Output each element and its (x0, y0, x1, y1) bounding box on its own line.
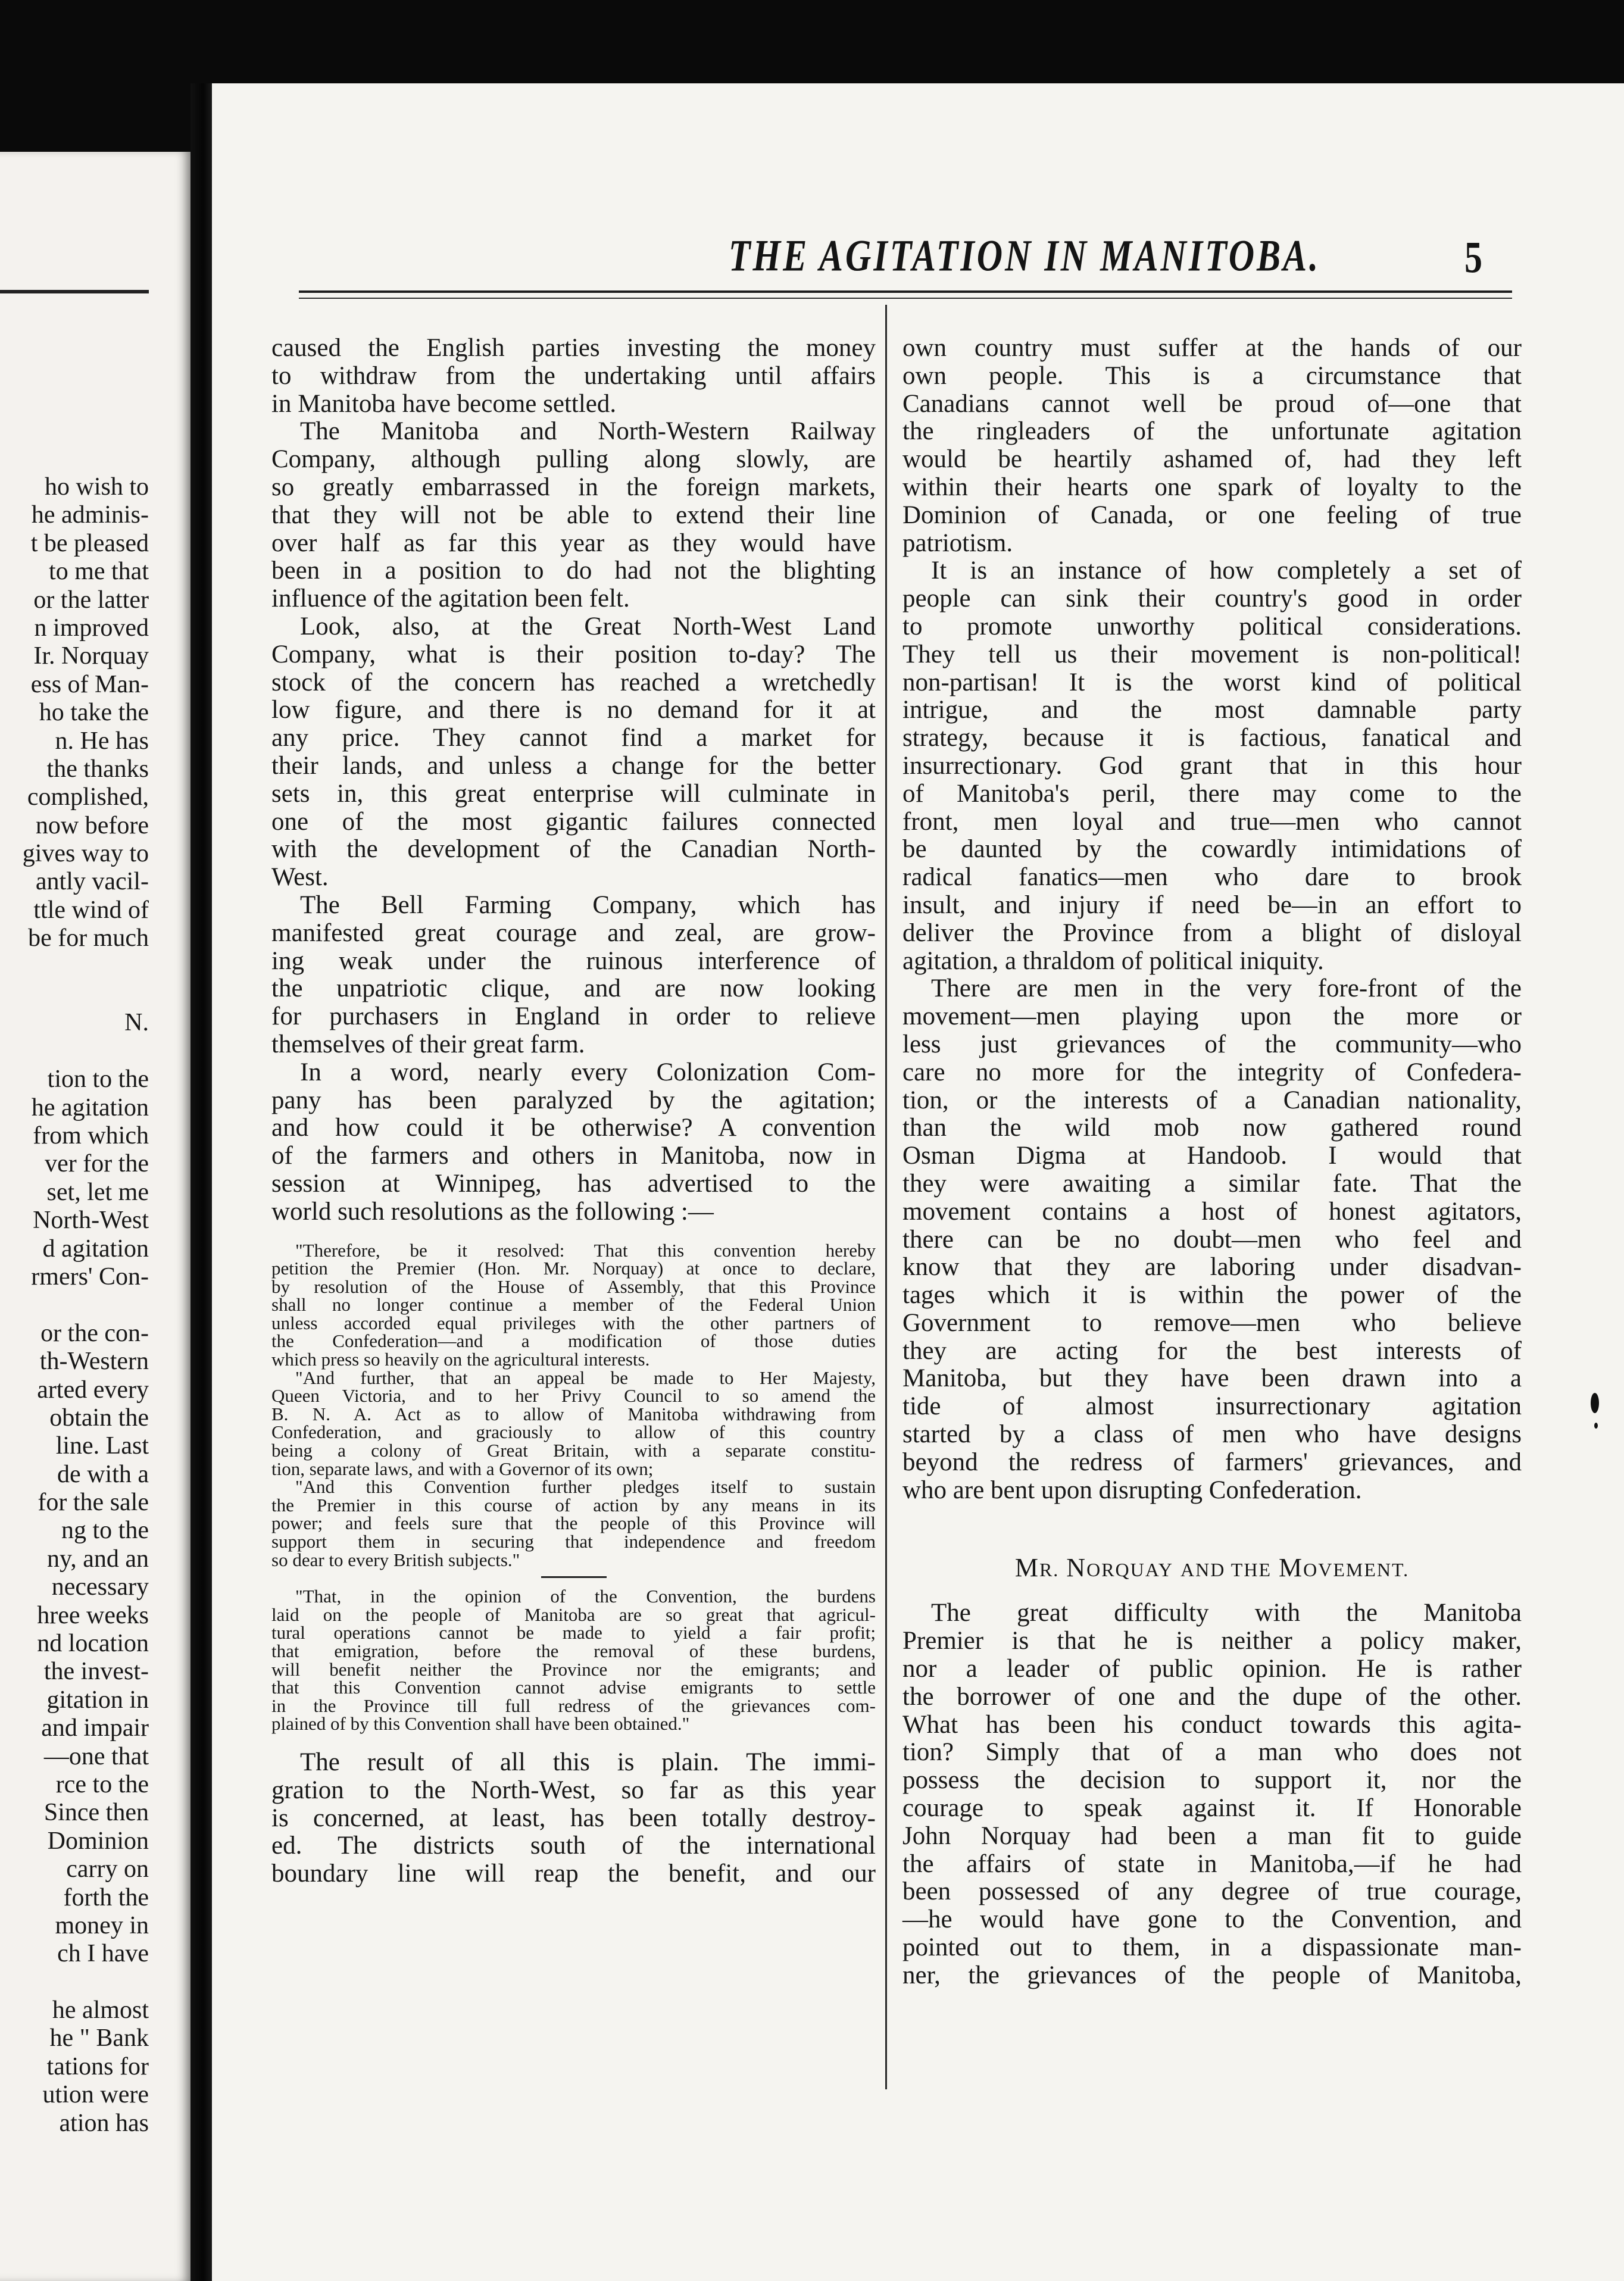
text-line: who are bent upon disrupting Confederation. (902, 1476, 1362, 1504)
text-line: ner, the grievances of the people of Manitoba, (902, 1961, 1522, 1989)
quote-line: tion, separate laws, and with a Governor of its own; (271, 1458, 654, 1479)
quote-line: "And this Convention further pledges itself to sustain (295, 1476, 876, 1498)
text-line: What has been his conduct towards this agita- (902, 1710, 1522, 1739)
fragment-line: rmers' Con- (31, 1263, 149, 1291)
fragment-line: set, let me (46, 1178, 149, 1206)
text-line: There are men in the very fore-front of the (931, 974, 1522, 1003)
text-line: less just grievances of the community—who (902, 1030, 1522, 1058)
text-line: to withdraw from the undertaking until affairs (271, 361, 876, 390)
text-line: They tell us their movement is non-political! (902, 640, 1522, 668)
heading-text: AND THE (1180, 1559, 1272, 1581)
fragment-line: ch I have (57, 1940, 149, 1968)
text-line: low figure, and there is no demand for it at (271, 696, 876, 724)
text-line: patriotism. (902, 529, 1013, 557)
quote-line: "Therefore, be it resolved: That this convention hereby (295, 1239, 876, 1261)
text-line: ed. The districts south of the international (271, 1832, 876, 1860)
fragment-line: t be pleased (30, 529, 149, 557)
text-line: Company, although pulling along slowly, are (271, 445, 876, 474)
header-rule-thin (299, 298, 1512, 299)
fragment-line: rce to the (55, 1770, 149, 1798)
text-line: in Manitoba have become settled. (271, 389, 617, 418)
text-line: gration to the North-West, so far as this year (271, 1776, 876, 1804)
fragment-line: the invest- (43, 1658, 149, 1686)
text-line: movement contains a host of honest agitators, (902, 1197, 1522, 1226)
fragment-line: or the con- (40, 1319, 149, 1347)
fragment-line: from which (33, 1121, 149, 1149)
paragraph (902, 335, 1522, 557)
text-line: so greatly embarrassed in the foreign markets, (271, 473, 876, 501)
quote-paragraph (271, 1588, 876, 1733)
text-line: that they will not be able to extend their line (271, 501, 876, 529)
text-line: —he would have gone to the Convention, and (902, 1905, 1522, 1934)
fragment-line: n. He has (55, 727, 149, 755)
quote-line: unless accorded equal privileges with the other partners of (271, 1312, 876, 1333)
text-line: the ringleaders of the unfortunate agitation (902, 417, 1522, 446)
text-line: The Manitoba and North-Western Railway (300, 417, 876, 446)
text-line: Government to remove—men who believe (902, 1308, 1522, 1337)
quote-paragraph (271, 1369, 876, 1479)
fragment-line: ess of Man- (30, 670, 149, 698)
quote-line: that this Convention cannot advise emigrants to settle (271, 1677, 876, 1698)
quote-line: support them in securing that independence and freedom (271, 1531, 876, 1552)
fragment-line: ttle wind of (33, 896, 149, 924)
fragment-line: tion to the (47, 1065, 149, 1093)
text-line: been possessed of any degree of true courage, (902, 1877, 1522, 1906)
quote-divider (541, 1576, 607, 1578)
text-line: John Norquay had been a man fit to guide (902, 1821, 1522, 1850)
fragment-line: or the latter (33, 586, 149, 614)
quote-line: petition the Premier (Hon. Mr. Norquay) at once to declare, (271, 1258, 876, 1279)
text-line: themselves of their great farm. (271, 1030, 585, 1058)
text-line: the unpatriotic clique, and are now looking (271, 974, 876, 1003)
fragment-line: ho wish to (44, 473, 149, 501)
text-line: West. (271, 863, 329, 892)
heading-text: ORQUAY (1086, 1559, 1174, 1581)
text-line: care no more for the integrity of Confedera- (902, 1058, 1522, 1086)
paragraph (271, 892, 876, 1059)
text-line: tion? Simply that of a man who does not (902, 1738, 1522, 1767)
page (212, 83, 1624, 2281)
quote-line: "And further, that an appeal be made to Her Majesty, (295, 1367, 876, 1388)
text-line: over half as far this year as they would have (271, 529, 876, 557)
text-line: movement—men playing upon the more or (902, 1002, 1522, 1031)
fragment-line (0, 1038, 149, 1065)
text-line: own people. This is a circumstance that (902, 361, 1522, 390)
quote-line: which press so heavily on the agricultural interests. (271, 1349, 650, 1370)
fragment-line: forth the (63, 1883, 149, 1911)
paragraph (271, 418, 876, 613)
text-line: manifested great courage and zeal, are grow- (271, 918, 876, 947)
paragraph (902, 975, 1522, 1504)
text-line: The result of all this is plain. The immi- (300, 1748, 876, 1776)
text-line: the affairs of state in Manitoba,—if he had (902, 1849, 1522, 1878)
quote-line: plained of by this Convention shall have been obtained." (271, 1713, 690, 1735)
text-line: to promote unworthy political considerations. (902, 612, 1522, 640)
header-rule (299, 290, 1512, 293)
text-line: pany has been paralyzed by the agitation; (271, 1086, 876, 1114)
fragment-line (0, 1291, 149, 1319)
fragment-line: he agitation (31, 1093, 149, 1121)
text-line: than the wild mob now gathered round (902, 1114, 1522, 1142)
quote-line: laid on the people of Manitoba are so great that agricul- (271, 1604, 876, 1625)
book-gutter (190, 83, 212, 2281)
quote-paragraph (271, 1239, 876, 1370)
quote-line: power; and feels sure that the people of this Province will (271, 1513, 876, 1534)
fragment-line: gives way to (22, 840, 149, 868)
left-page-rule (0, 290, 149, 293)
fragment-line: de with a (57, 1460, 149, 1488)
text-line: insurrectionary. God grant that in this hour (902, 751, 1522, 780)
text-line: boundary line will reap the benefit, and our (271, 1860, 876, 1888)
quote-line: so dear to every British subjects." (271, 1549, 520, 1570)
fragment-line: line. Last (55, 1432, 149, 1460)
text-line: beyond the redress of farmers' grievances, and (902, 1448, 1522, 1476)
text-line: they are acting for the best interests of (902, 1336, 1522, 1365)
fragment-line: money in (55, 1911, 149, 1939)
fragment-line: nd location (37, 1630, 149, 1658)
fragment-line: ho take the (39, 699, 149, 727)
fragment-line (0, 981, 149, 1009)
text-line: session at Winnipeg, has advertised to the (271, 1169, 876, 1198)
fragment-line: arted every (37, 1376, 149, 1404)
column-rule (885, 305, 887, 2089)
heading-text: R. (1039, 1559, 1060, 1581)
text-line: tages which it is within the power of the (902, 1281, 1522, 1310)
text-line: Dominion of Canada, or one feeling of true (902, 501, 1522, 529)
paragraph (271, 613, 876, 892)
fragment-line: Ir. Norquay (33, 642, 149, 670)
text-line: own country must suffer at the hands of our (902, 334, 1522, 362)
quote-line: being a colony of Great Britain, with a separate constitu- (271, 1440, 876, 1461)
text-line: tide of almost insurrectionary agitation (902, 1392, 1522, 1421)
text-line: of Manitoba's peril, there may come to the (902, 779, 1522, 808)
text-line: nor a leader of public opinion. He is rather (902, 1655, 1522, 1683)
fragment-line: d agitation (42, 1235, 149, 1263)
quote-line: Confederation, and graciously to allow of this country (271, 1421, 876, 1443)
text-line: caused the English parties investing the money (271, 334, 876, 362)
fragment-line: ution were (42, 2081, 149, 2109)
text-line: non-partisan! It is the worst kind of political (902, 668, 1522, 696)
fragment-line (0, 1968, 149, 1996)
quote-line: that emigration, before the removal of these burdens, (271, 1640, 876, 1661)
quote-paragraph (271, 1478, 876, 1569)
heading-initial: M (1278, 1553, 1304, 1583)
column-1 (271, 335, 876, 1888)
fragment-line: Dominion (47, 1827, 149, 1855)
text-line: insult, and injury if need be—in an effort to (902, 890, 1522, 919)
running-head: THE AGITATION IN MANITOBA. (728, 231, 1321, 280)
quote-line: shall no longer continue a member of the Federal Union (271, 1294, 876, 1316)
text-line: be daunted by the cowardly intimidations of (902, 835, 1522, 864)
quote-line: "That, in the opinion of the Convention, the burdens (295, 1586, 876, 1607)
text-line: would be heartily ashamed of, had they left (902, 445, 1522, 474)
text-line: Company, what is their position to-day? The (271, 640, 876, 668)
text-line: one of the most gigantic failures connected (271, 807, 876, 836)
fragment-line: n improved (34, 614, 149, 642)
fragment-line: ver for the (45, 1150, 149, 1178)
fragment-line: obtain the (49, 1404, 149, 1432)
text-line: know that they are laboring under disadvan- (902, 1253, 1522, 1282)
quote-line: the Confederation—and a modification of those duties (271, 1330, 876, 1352)
text-line: been in a position to do had not the blighting (271, 557, 876, 585)
fragment-line: —one that (43, 1742, 149, 1770)
fragment-line: necessary (51, 1573, 149, 1601)
fragment-line: he almost (52, 1996, 149, 2024)
fragment-line: now before (35, 811, 149, 839)
fragment-line: be for much (28, 924, 149, 952)
quote-line: by resolution of the House of Assembly, that this Province (271, 1276, 876, 1297)
fragment-line: N. (124, 1009, 149, 1037)
fragment-line: the thanks (46, 755, 149, 783)
fragment-line: Since then (43, 1799, 149, 1827)
text-line: stock of the concern has reached a wretchedly (271, 668, 876, 696)
text-line: started by a class of men who have designs (902, 1420, 1522, 1449)
text-line: Premier is that he is neither a policy maker, (902, 1627, 1522, 1655)
text-line: tion, or the interests of a Canadian nationality, (902, 1086, 1522, 1114)
fragment-line: complished, (27, 783, 149, 811)
scan-speck (1594, 1423, 1598, 1429)
fragment-line: ng to the (61, 1517, 149, 1545)
fragment-line: he adminis- (31, 501, 149, 529)
resolution-quote (271, 1588, 876, 1733)
text-line: influence of the agitation been felt. (271, 585, 630, 613)
text-line: The great difficulty with the Manitoba (931, 1599, 1522, 1627)
text-line: Canadians cannot well be proud of—one that (902, 389, 1522, 418)
fragment-line: to me that (49, 558, 149, 586)
quote-line: will benefit neither the Province nor the emigrants; and (271, 1658, 876, 1680)
fragment-line: th-Western (39, 1348, 149, 1376)
fragment-line: gitation in (46, 1686, 149, 1714)
text-line: pointed out to them, in a dispassionate man- (902, 1933, 1522, 1962)
left-page-text (0, 473, 149, 2138)
left-page-fragment (0, 152, 190, 2281)
fragment-line: North-West (33, 1207, 149, 1235)
fragment-line: carry on (66, 1855, 149, 1883)
fragment-line: tations for (46, 2052, 149, 2080)
text-line: within their hearts one spark of loyalty to the (902, 473, 1522, 501)
page-number: 5 (1464, 233, 1482, 282)
text-line: there can be no doubt—men who feel and (902, 1225, 1522, 1254)
paragraph (271, 1749, 876, 1888)
text-line: strategy, because it is factious, fanatical and (902, 724, 1522, 752)
text-line: any price. They cannot find a market for (271, 724, 876, 752)
quote-line: B. N. A. Act as to allow of Manitoba withdrawing from (271, 1403, 876, 1424)
text-line: intrigue, and the most damnable party (902, 696, 1522, 724)
text-line: possess the decision to support it, nor the (902, 1766, 1522, 1795)
text-line: with the development of the Canadian North- (271, 835, 876, 864)
section-heading (902, 1547, 1522, 1589)
text-line: they were awaiting a similar fate. That the (902, 1169, 1522, 1198)
text-line: agitation, a thraldom of political iniquity. (902, 946, 1324, 975)
quote-line: Queen Victoria, and to her Privy Council to so amend the (271, 1385, 876, 1407)
resolution-quote (271, 1239, 876, 1570)
quote-line: tural operations cannot be made to yield a fair profit; (271, 1622, 876, 1643)
heading-initial: M (1014, 1553, 1039, 1583)
fragment-line: he " Bank (49, 2024, 149, 2052)
text-line: Osman Digma at Handoob. I would that (902, 1142, 1522, 1170)
paragraph (271, 335, 876, 418)
column-2 (902, 335, 1522, 1990)
fragment-line: antly vacil- (35, 868, 149, 896)
fragment-line: hree weeks (37, 1601, 149, 1629)
text-line: Manitoba, but they have been drawn into a (902, 1364, 1522, 1393)
quote-line: the Premier in this course of action by any means in its (271, 1494, 876, 1516)
paragraph (902, 1599, 1522, 1989)
fragment-line: for the sale (38, 1489, 149, 1517)
text-line: radical fanatics—men who dare to brook (902, 863, 1522, 892)
scan-speck (1591, 1393, 1599, 1413)
fragment-line: ny, and an (46, 1545, 149, 1573)
text-line: people can sink their country's good in order (902, 585, 1522, 613)
text-line: In a word, nearly every Colonization Com- (300, 1058, 876, 1086)
paragraph (271, 1059, 876, 1226)
paragraph (902, 557, 1522, 975)
fragment-line (0, 953, 149, 981)
text-line: world such resolutions as the following :— (271, 1197, 714, 1226)
quote-line: in the Province till full redress of the grievances com- (271, 1695, 876, 1716)
text-line: front, men loyal and true—men who cannot (902, 807, 1522, 836)
text-line: courage to speak against it. If Honorable (902, 1794, 1522, 1823)
fragment-line: and impair (41, 1714, 149, 1742)
text-line: their lands, and unless a change for the better (271, 751, 876, 780)
text-line: sets in, this great enterprise will culminate in (271, 779, 876, 808)
text-line: The Bell Farming Company, which has (300, 890, 876, 919)
text-line: for purchasers in England in order to relieve (271, 1002, 876, 1031)
text-line: deliver the Province from a blight of disloyal (902, 918, 1522, 947)
text-line: and how could it be otherwise? A convention (271, 1114, 876, 1142)
text-line: Look, also, at the Great North-West Land (300, 612, 876, 640)
heading-text: OVEMENT. (1303, 1559, 1410, 1581)
text-line: ing weak under the ruinous interference of (271, 946, 876, 975)
text-line: the borrower of one and the dupe of the other. (902, 1682, 1522, 1711)
fragment-line: ation has (59, 2109, 149, 2137)
text-line: It is an instance of how completely a set of (931, 557, 1522, 585)
heading-initial: N (1066, 1553, 1087, 1583)
text-line: is concerned, at least, has been totally destroy- (271, 1804, 876, 1832)
text-line: of the farmers and others in Manitoba, now in (271, 1142, 876, 1170)
